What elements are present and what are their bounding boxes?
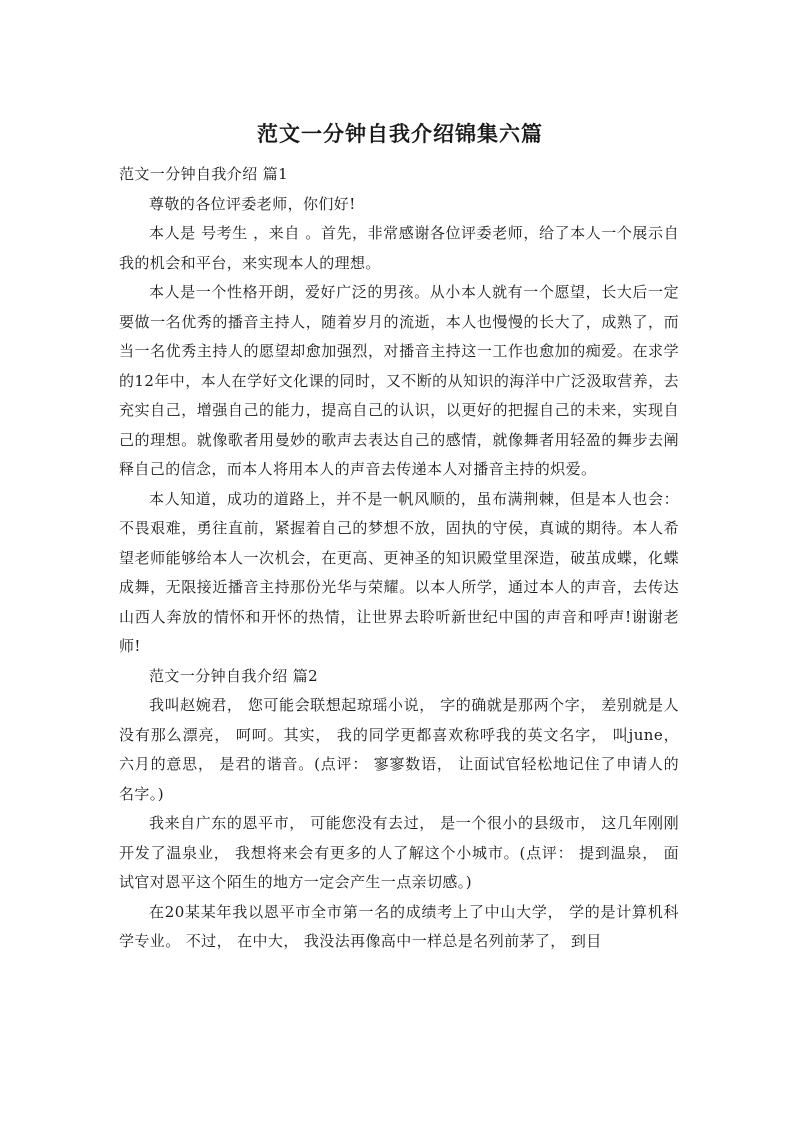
document-body xyxy=(119,160,679,957)
section-heading-2: 范文一分钟自我介绍 篇2 xyxy=(149,666,319,685)
paragraph-personality: 本人是一个性格开朗，爱好广泛的男孩。从小本人就有一个愿望，长大后一定要做一名优秀的播音主持人，随着岁月的流逝，本人也慢慢的长大了，成熟了，而当一名优秀主持人的愿望却愈加强烈，对播音主持这一工作也愈加的痴爱。在求学的12年中，本人在学好文化课的同时，又不断的从知识的海洋中广泛汲取营养，去充实自己，增强自己的能力，提高自己的认识，以更好的把握自己的未来，实现自己的理想。就像歌者用曼妙的歌声去表达自己的感情，就像舞者用轻盈的舞步去阐释自己的信念，而本人将用本人的声音去传递本人对播音主持的炽爱。 xyxy=(119,283,679,478)
paragraph-hometown: 我来自广东的恩平市， 可能您没有去过， 是一个很小的县级市， 这几年刚刚开发了温泉业， 我想将来会有更多的人了解这个小城市。(点评： 提到温泉， 面试官对恩平这个陌生的地方一定会产生一点亲切感。) xyxy=(119,814,679,891)
paragraph-greeting: 尊敬的各位评委老师，你们好! xyxy=(149,194,356,213)
paragraph-aspiration: 本人知道，成功的道路上，并不是一帆风顺的，虽布满荆棘，但是本人也会：不畏艰难，勇往直前，紧握着自己的梦想不放，固执的守侯，真诚的期待。本人希望老师能够给本人一次机会，在更高、更神圣的知识殿堂里深造，破茧成蝶，化蝶成舞，无限接近播音主持那份光华与荣耀。以本人所学，通过本人的声音，去传达山西人奔放的情怀和开怀的热情，让世界去聆听新世纪中国的声音和呼声!谢谢老师! xyxy=(119,489,679,655)
section-heading-1: 范文一分钟自我介绍 篇1 xyxy=(119,165,289,183)
paragraph-introduction: 本人是 号考生 ，来自 。首先，非常感谢各位评委老师，给了本人一个展示自我的机会和平台，来实现本人的理想。 xyxy=(119,224,679,272)
paragraph-education: 在20某某年我以恩平市全市第一名的成绩考上了中山大学， 学的是计算机科学专业。 不过， 在中大， 我没法再像高中一样总是名列前茅了， 到目 xyxy=(119,902,679,950)
paragraph-name: 我叫赵婉君， 您可能会联想起琼瑶小说， 字的确就是那两个字， 差别就是人没有那么漂亮， 呵呵。其实， 我的同学更都喜欢称呼我的英文名字， 叫june， 六月的意思， 是君的谐音。(点评： 寥寥数语， 让面试官轻松地记住了申请人的名字。) xyxy=(119,696,679,803)
document-title: 范文一分钟自我介绍锦集六篇 xyxy=(257,122,543,146)
